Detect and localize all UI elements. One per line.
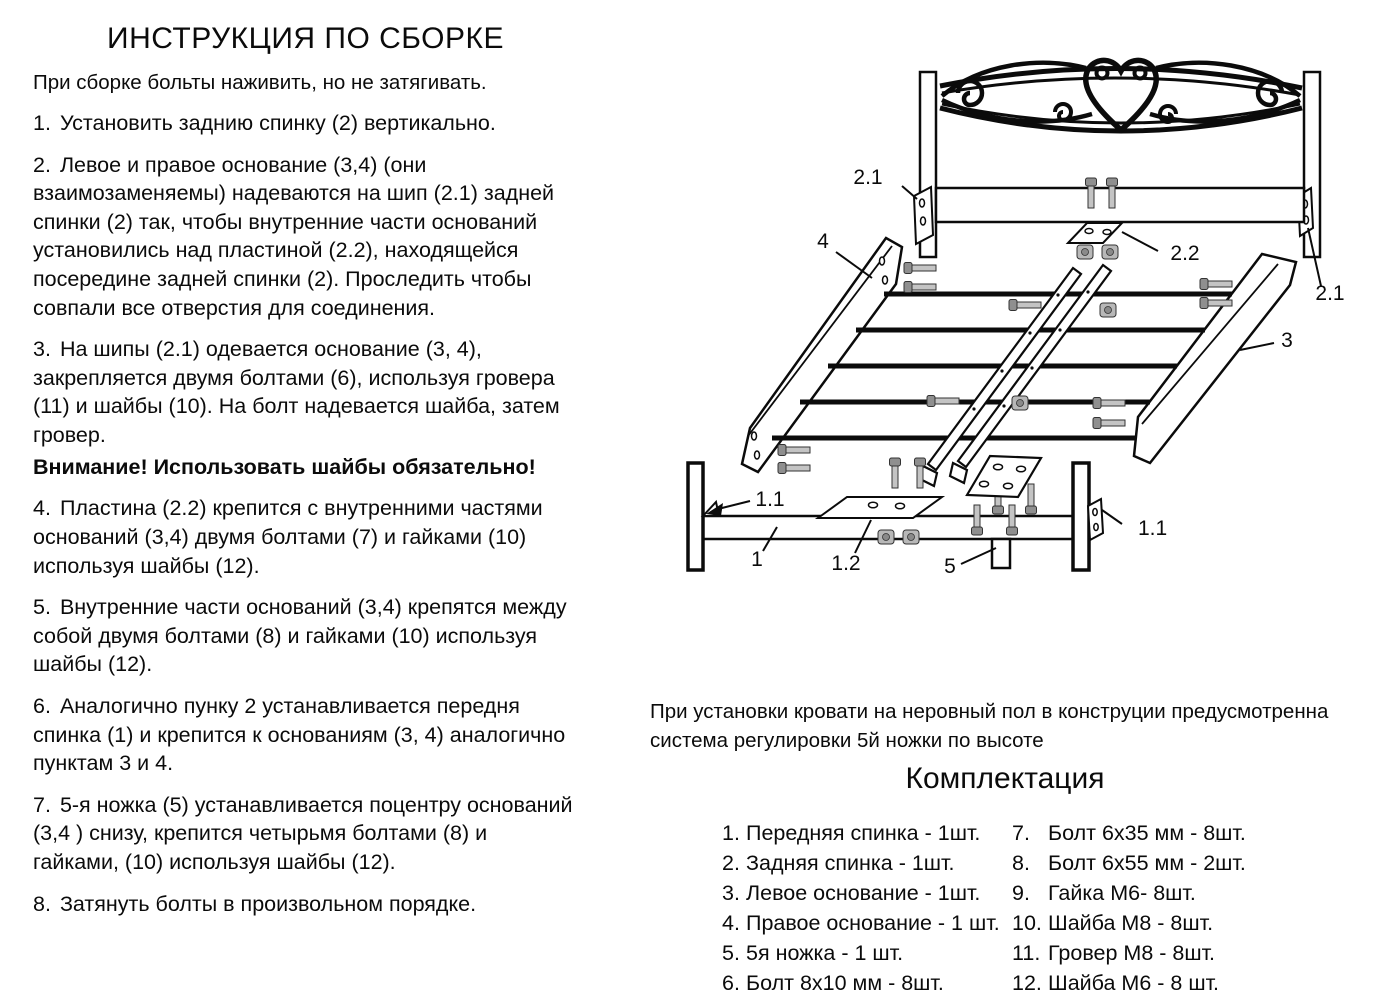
headboard-drawing: [914, 60, 1320, 259]
label-footboard-pin-right: 1.1: [1138, 517, 1168, 540]
step-4: [33, 494, 578, 580]
step-3: [33, 335, 578, 449]
label-left-base: 4: [817, 230, 829, 253]
label-right-base: 3: [1281, 329, 1293, 352]
step-text: Внутренние части оснований (3,4) крепятся между собой двумя болтами (8) и гайками (10) используя шайбы (12).: [33, 595, 567, 677]
bolt-icon: [778, 445, 810, 456]
label-fifth-leg: 5: [944, 555, 956, 578]
part-item: 8. Болт 6х55 мм - 2шт.: [1012, 851, 1246, 875]
parts-list-title: Комплектация: [905, 762, 1105, 795]
step-text: Аналогично пунку 2 устанавливается передня спинка (1) и крепится к основаниям (3, 4) аналогично пунктам 3 и 4.: [33, 694, 566, 776]
bolt-icon: [1093, 418, 1125, 429]
step-6: [33, 692, 578, 778]
part-item: 10. Шайба М8 - 8шт.: [1012, 911, 1214, 935]
footboard-post-right: [1073, 463, 1089, 570]
rail-hole: [880, 257, 885, 265]
bolt-icon: [1200, 279, 1232, 290]
headboard-scrollwork: [940, 60, 1302, 131]
step-text: Затянуть болты в произвольном порядке.: [59, 891, 477, 916]
assembly-diagram-svg: [640, 0, 1400, 672]
fifth-leg: [992, 539, 1010, 568]
step-number: 8.: [33, 891, 51, 916]
label-footboard: 1: [751, 548, 763, 571]
part-item: 9. Гайка М6- 8шт.: [1012, 881, 1196, 905]
step-number: 6.: [33, 694, 51, 719]
step-text: Пластина (2.2) крепится с внутренними частями оснований (3,4) двумя болтами (7) и гайками (10) используя шайбы (12).: [33, 496, 543, 578]
instructions-subtitle: При сборке больты наживить, но не затягивать.: [33, 71, 487, 94]
part-item: 6. Болт 8х10 мм - 8шт.: [722, 971, 944, 995]
step-number: 5.: [33, 595, 51, 620]
headboard-pin-left: [914, 187, 933, 244]
step-text: Установить заднию спинку (2) вертикально.: [59, 111, 496, 135]
rail-hole: [883, 276, 888, 284]
footboard-post-left: [688, 463, 703, 570]
bolt-icon: [904, 263, 936, 274]
nut-icon: [878, 530, 894, 544]
label-headboard-plate: 2.2: [1170, 242, 1200, 265]
step-number: 7.: [33, 792, 51, 817]
nut-icon: [1100, 303, 1116, 317]
page-title: ИНСТРУКЦИЯ ПО СБОРКЕ: [107, 22, 504, 55]
parts-column-2: [1012, 818, 1312, 998]
label-footboard-pin-left: 1.1: [755, 488, 785, 511]
label-headboard-pin-right: 2.1: [1315, 282, 1345, 305]
rail-hole: [752, 432, 757, 440]
part-item: 1. Передняя спинка - 1шт.: [722, 821, 981, 845]
step-1: [33, 109, 578, 138]
headboard-crossbar: [936, 188, 1304, 222]
step-number: 3.: [33, 337, 51, 362]
bolt-icon: [927, 396, 959, 407]
nut-icon: [903, 530, 919, 544]
center-rails: [920, 265, 1111, 486]
part-item: 12. Шайба М6 - 8 шт.: [1012, 971, 1220, 995]
footboard-pin-right: [1088, 499, 1103, 540]
bolt-icon: [1093, 398, 1125, 409]
rail-hole: [755, 451, 760, 459]
step-2: [33, 151, 578, 323]
part-item: 5. 5я ножка - 1 шт.: [722, 941, 904, 965]
step-text: 5-я ножка (5) устанавливается поцентру оснований (3,4 ) снизу, крепится четырьмя болтами (8) и гайками, (10) используя шайбы (12).: [33, 792, 573, 874]
bolt-icon: [778, 463, 810, 474]
part-item: 2. Задняя спинка - 1шт.: [722, 851, 955, 875]
step-7: [33, 791, 578, 877]
bolt-icon: [1009, 300, 1041, 311]
nut-icon: [1077, 245, 1093, 259]
headboard-plate: [1068, 223, 1122, 243]
bolt-icon: [904, 282, 936, 293]
leveling-note: При установки кровати на неровный пол в конструции предусмотренна система регулировки 5й ножки по высоте: [650, 699, 1329, 753]
step-text: Левое и правое основание (3,4) (они взаимозаменяемы) надеваются на шип (2.1) задней спинки (2) так, чтобы внутренние части оснований установились над пластиной (2.2), находящейся посередине задней спинки (2). Проследить чтобы совпали все отверстия для соединения.: [33, 152, 555, 320]
part-item: 3. Левое основание - 1шт.: [722, 881, 981, 905]
label-footboard-plate: 1.2: [831, 552, 861, 575]
instructions-column: [33, 22, 578, 931]
bolt-icon: [890, 458, 901, 488]
scroll-spiral-icon: [958, 81, 982, 105]
nut-icon: [1102, 245, 1118, 259]
part-item: 11. Гровер М8 - 8шт.: [1012, 941, 1216, 965]
step-number: 1.: [33, 111, 51, 135]
nut-icon: [1012, 396, 1028, 410]
part-item: 4. Правое основание - 1 шт.: [722, 911, 1000, 935]
step-5: [33, 593, 578, 679]
bed-assembly-diagram: [640, 0, 1400, 672]
step-number: 4.: [33, 496, 51, 521]
step-3-warning: Внимание! Использовать шайбы обязательно!: [33, 454, 536, 479]
step-number: 2.: [33, 152, 51, 177]
step-text: На шипы (2.1) одевается основание (3, 4), закрепляется двумя болтами (6), используя гровера (11) и шайбы (10). На болт надевается шайба, затем гровер.: [33, 337, 560, 447]
label-headboard-pin-left: 2.1: [853, 166, 883, 189]
parts-column-1: [722, 818, 1012, 998]
bolt-icon: [1026, 484, 1037, 514]
part-item: 7. Болт 6х35 мм - 8шт.: [1012, 821, 1246, 845]
scroll-spiral-icon: [1258, 81, 1282, 105]
step-8: [33, 890, 578, 919]
scroll-spiral-icon: [1055, 104, 1071, 120]
